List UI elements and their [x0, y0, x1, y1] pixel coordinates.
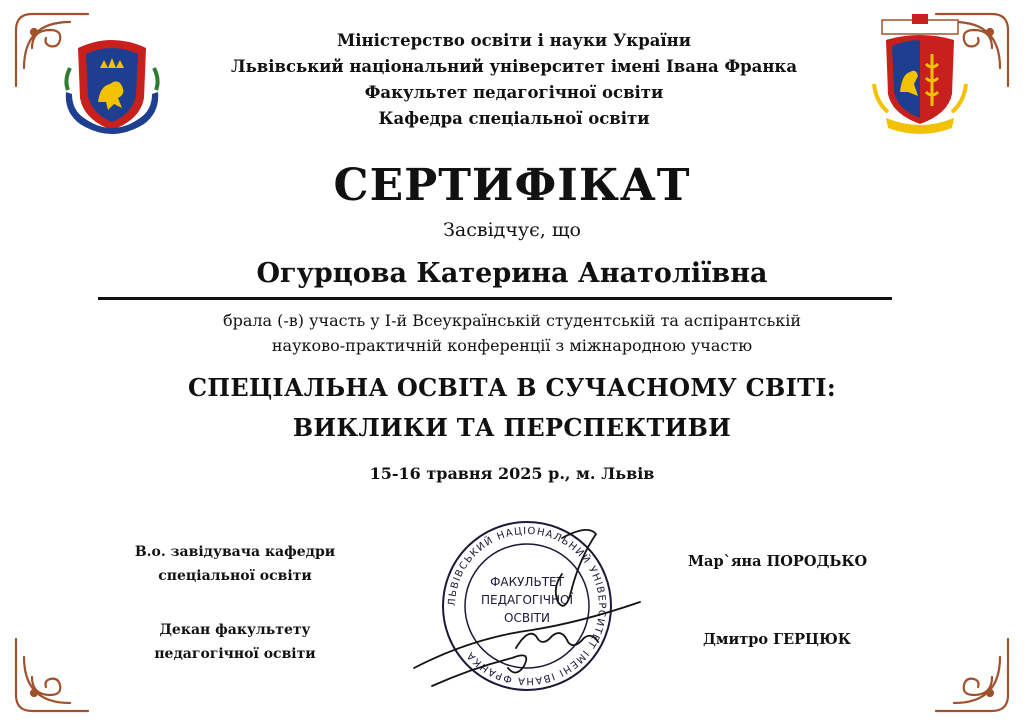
stamp-center-line-3: ОСВІТИ — [504, 611, 550, 625]
stamp-ring-text: ЛЬВІВСЬКИЙ НАЦІОНАЛЬНИЙ УНІВЕРСИТЕТ ІМЕНІ ІВАНА ФРАНКА — [446, 525, 608, 687]
corner-ornament-bottom-right-icon — [934, 637, 1014, 717]
signatory-role-2 — [110, 618, 360, 666]
signatory-name-1: Мар`яна ПОРОДЬКО — [688, 553, 868, 570]
ministry-name: Міністерство освіти і науки України — [336, 31, 692, 50]
faculty-coat-of-arms-icon — [872, 14, 968, 136]
participation-description — [120, 308, 904, 358]
name-underline — [98, 297, 892, 300]
role-2-line-1: Декан факультету — [159, 622, 311, 638]
faculty-name: Факультет педагогічної освіти — [364, 83, 664, 102]
signatory-name-2: Дмитро ГЕРЦЮК — [703, 631, 851, 648]
certificate-title: СЕРТИФІКАТ — [333, 160, 691, 211]
university-coat-of-arms-icon — [60, 28, 164, 136]
faculty-stamp — [412, 518, 642, 698]
conference-title — [120, 368, 904, 448]
event-date-place: 15-16 травня 2025 р., м. Львів — [369, 464, 655, 483]
issuer-header — [190, 28, 838, 132]
department-name: Кафедра спеціальної освіти — [378, 109, 650, 128]
stamp-center-line-2: ПЕДАГОГІЧНОЇ — [480, 593, 574, 607]
description-line-1: брала (-в) участь у І-й Всеукраїнській студентській та аспірантській — [222, 311, 802, 330]
role-1-line-1: В.о. завідувача кафедри — [134, 544, 336, 560]
role-2-line-2: педагогічної освіти — [154, 646, 316, 662]
signatory-role-1 — [110, 540, 360, 588]
conference-title-line-1: СПЕЦІАЛЬНА ОСВІТА В СУЧАСНОМУ СВІТІ: — [187, 373, 837, 402]
conference-title-line-2: ВИКЛИКИ ТА ПЕРСПЕКТИВИ — [292, 413, 732, 442]
certificate-subtitle: Засвідчує, що — [443, 219, 581, 241]
recipient-name: Огурцова Катерина Анатоліївна — [256, 258, 768, 289]
role-1-line-2: спеціальної освіти — [158, 568, 312, 584]
university-name: Львівський національний університет імені Івана Франка — [230, 57, 798, 76]
corner-ornament-bottom-left-icon — [10, 637, 90, 717]
description-line-2: науково-практичній конференції з міжнародною участю — [271, 336, 753, 355]
stamp-center-line-1: ФАКУЛЬТЕТ — [490, 575, 564, 589]
